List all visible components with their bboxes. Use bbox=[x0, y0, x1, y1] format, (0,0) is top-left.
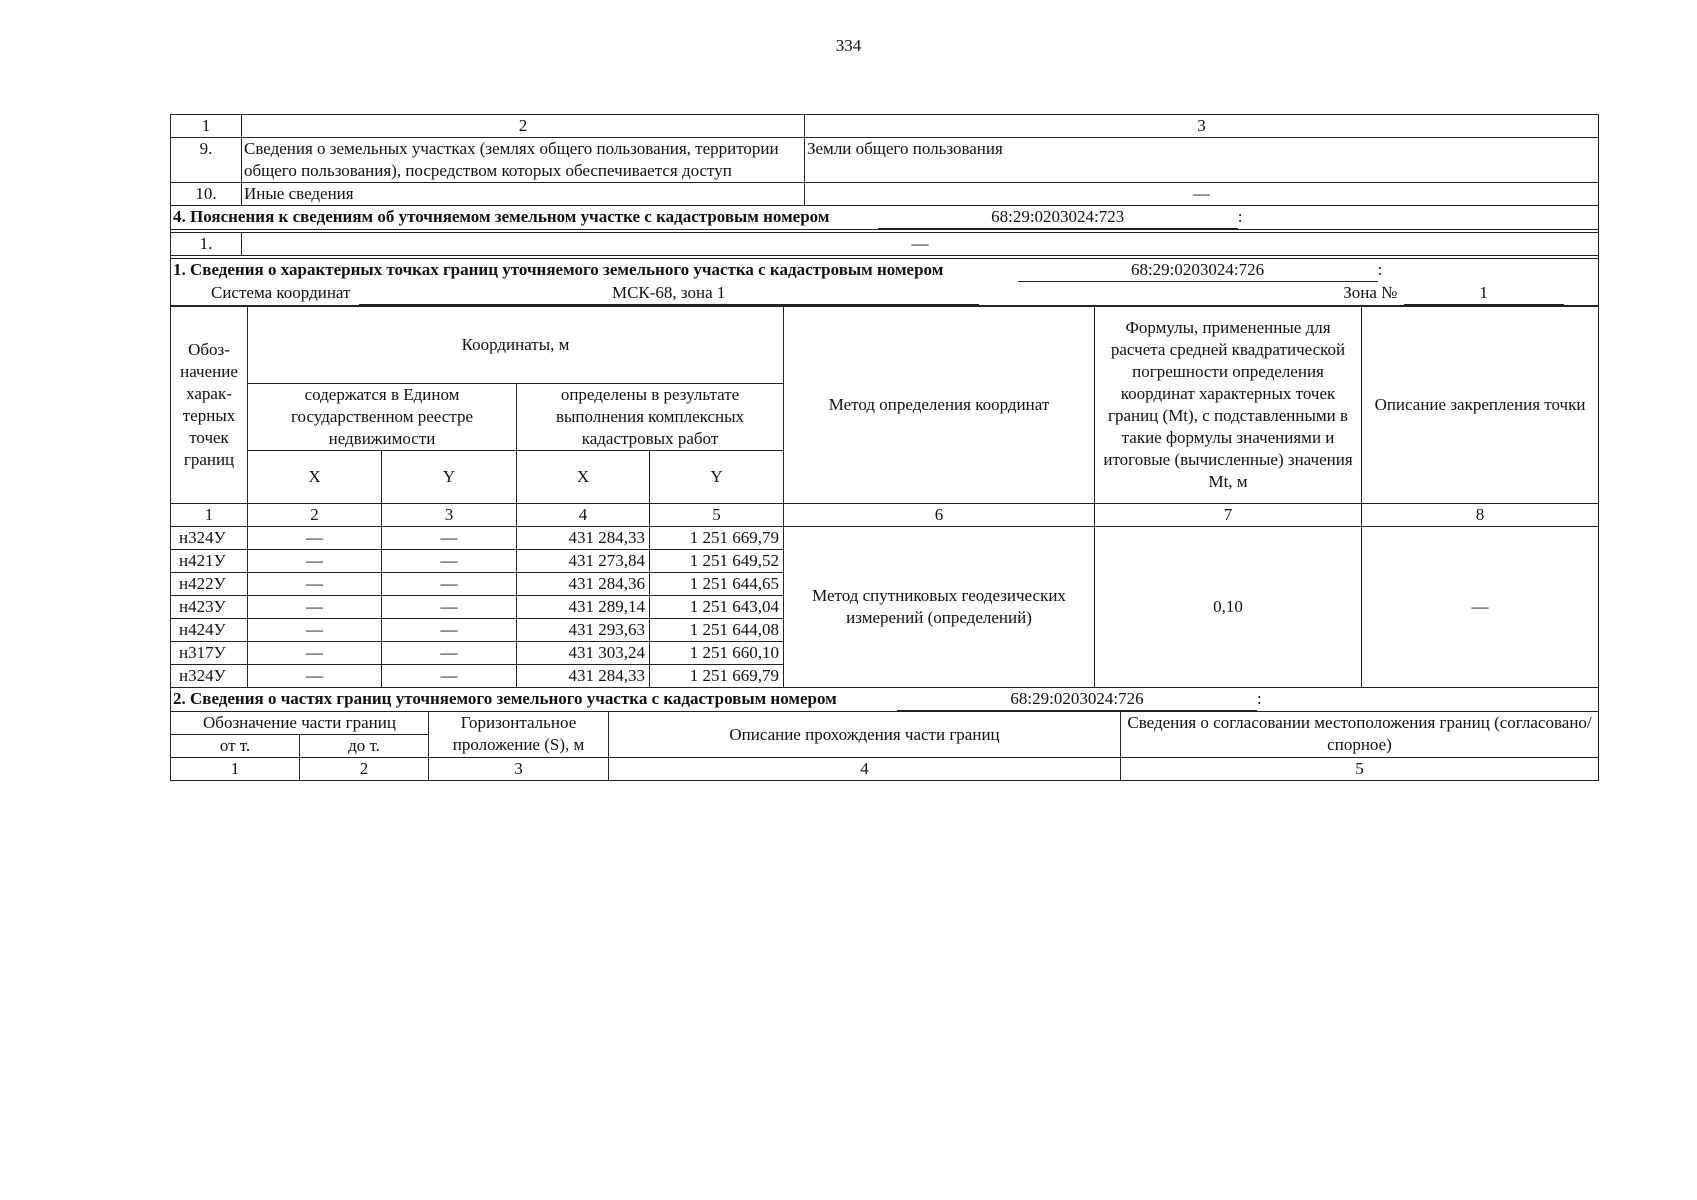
point-x-egrn: — bbox=[248, 596, 382, 619]
point-row bbox=[171, 527, 1599, 550]
points-table bbox=[170, 306, 1599, 688]
fixing-header: Описание закрепления точки bbox=[1362, 307, 1599, 504]
coordinates-header: Координаты, м bbox=[248, 307, 784, 384]
point-y: 1 251 669,79 bbox=[650, 527, 784, 550]
egrn-header: содержатся в Едином государственном реестре недвижимости bbox=[248, 384, 517, 451]
points-section-title: 1. Сведения о характерных точках границ уточняемого земельного участка с кадастровым номером bbox=[173, 260, 944, 279]
row-num-9: 9. bbox=[171, 138, 242, 183]
section3-table bbox=[170, 114, 1599, 306]
horizontal-header: Горизонтальное проложение (S), м bbox=[429, 712, 609, 758]
points-col-num-5: 5 bbox=[650, 504, 784, 527]
point-y: 1 251 644,08 bbox=[650, 619, 784, 642]
point-y: 1 251 649,52 bbox=[650, 550, 784, 573]
page-number: 334 bbox=[835, 36, 862, 55]
point-y-egrn: — bbox=[382, 573, 517, 596]
x-egrn-header: X bbox=[248, 451, 382, 504]
coord-system-label: Система координат bbox=[211, 283, 351, 302]
point-designation: н422У bbox=[171, 573, 248, 596]
point-designation: н324У bbox=[171, 665, 248, 688]
y-complex-header: Y bbox=[650, 451, 784, 504]
point-x: 431 284,33 bbox=[517, 527, 650, 550]
col-num-3: 3 bbox=[805, 115, 1599, 138]
method-header: Метод определения координат bbox=[784, 307, 1095, 504]
access-land-value: Земли общего пользования bbox=[805, 138, 1599, 183]
point-designation: н423У bbox=[171, 596, 248, 619]
parts-section-title: 2. Сведения о частях границ уточняемого земельного участка с кадастровым номером bbox=[173, 689, 837, 708]
point-y-egrn: — bbox=[382, 596, 517, 619]
points-col-num-7: 7 bbox=[1095, 504, 1362, 527]
formulas-header: Формулы, примененные для расчета средней квадратической погрешности определения координат характерных точек границ (Mt), с подставленными в такие формулы значениями и итоговые (вычисленные) значения Mt, м bbox=[1095, 307, 1362, 504]
points-col-num-3: 3 bbox=[382, 504, 517, 527]
point-x-egrn: — bbox=[248, 665, 382, 688]
designation-header: Обоз-начение харак-терных точек границ bbox=[171, 307, 248, 504]
point-y: 1 251 669,79 bbox=[650, 665, 784, 688]
parts-col-num-4: 4 bbox=[609, 758, 1121, 781]
section4-colon: : bbox=[1237, 207, 1243, 226]
point-y-egrn: — bbox=[382, 665, 517, 688]
mt-value: 0,10 bbox=[1095, 527, 1362, 688]
point-y-egrn: — bbox=[382, 642, 517, 665]
x-complex-header: X bbox=[517, 451, 650, 504]
point-y: 1 251 660,10 bbox=[650, 642, 784, 665]
point-x: 431 289,14 bbox=[517, 596, 650, 619]
point-y-egrn: — bbox=[382, 619, 517, 642]
row-num-10: 10. bbox=[171, 183, 242, 206]
col-num-2: 2 bbox=[242, 115, 805, 138]
method-value: Метод спутниковых геодезических измерений (определений) bbox=[784, 527, 1095, 688]
document-sheet bbox=[170, 114, 1599, 781]
point-y-egrn: — bbox=[382, 550, 517, 573]
y-egrn-header: Y bbox=[382, 451, 517, 504]
point-designation: н424У bbox=[171, 619, 248, 642]
section4-title: 4. Пояснения к сведениям об уточняемом земельном участке с кадастровым номером bbox=[173, 207, 830, 226]
points-col-num-4: 4 bbox=[517, 504, 650, 527]
access-land-label: Сведения о земельных участках (землях общего пользования, территории общего пользования), посредством которых обеспечивается доступ bbox=[242, 138, 805, 183]
point-x-egrn: — bbox=[248, 619, 382, 642]
from-point-header: от т. bbox=[171, 735, 300, 758]
points-section-cadastral: 68:29:0203024:726 bbox=[1018, 259, 1378, 282]
section4-row-value: — bbox=[242, 233, 1599, 256]
parts-section-colon: : bbox=[1257, 689, 1262, 708]
point-x-egrn: — bbox=[248, 573, 382, 596]
other-info-label: Иные сведения bbox=[242, 183, 805, 206]
complex-header: определены в результате выполнения комплексных кадастровых работ bbox=[517, 384, 784, 451]
points-col-num-8: 8 bbox=[1362, 504, 1599, 527]
parts-table bbox=[170, 688, 1599, 781]
zone-value: 1 bbox=[1404, 282, 1564, 305]
point-y: 1 251 643,04 bbox=[650, 596, 784, 619]
points-col-num-1: 1 bbox=[171, 504, 248, 527]
point-x: 431 293,63 bbox=[517, 619, 650, 642]
points-col-num-6: 6 bbox=[784, 504, 1095, 527]
parts-section-cadastral: 68:29:0203024:726 bbox=[897, 688, 1257, 711]
parts-col-num-3: 3 bbox=[429, 758, 609, 781]
coord-system-value: МСК-68, зона 1 bbox=[359, 282, 979, 305]
point-x-egrn: — bbox=[248, 642, 382, 665]
point-y-egrn: — bbox=[382, 527, 517, 550]
parts-col-num-1: 1 bbox=[171, 758, 300, 781]
point-x-egrn: — bbox=[248, 550, 382, 573]
fixing-value: — bbox=[1362, 527, 1599, 688]
point-x: 431 303,24 bbox=[517, 642, 650, 665]
to-point-header: до т. bbox=[300, 735, 429, 758]
other-info-value: — bbox=[805, 183, 1599, 206]
points-section-colon: : bbox=[1377, 260, 1383, 279]
parts-col-num-2: 2 bbox=[300, 758, 429, 781]
section4-cadastral: 68:29:0203024:723 bbox=[878, 206, 1238, 229]
point-x: 431 284,36 bbox=[517, 573, 650, 596]
point-designation: н421У bbox=[171, 550, 248, 573]
point-x-egrn: — bbox=[248, 527, 382, 550]
section4-row-num: 1. bbox=[171, 233, 242, 256]
part-designation-header: Обозначение части границ bbox=[171, 712, 429, 735]
points-col-num-2: 2 bbox=[248, 504, 382, 527]
point-designation: н324У bbox=[171, 527, 248, 550]
point-x: 431 284,33 bbox=[517, 665, 650, 688]
agreement-header: Сведения о согласовании местоположения границ (согласовано/спорное) bbox=[1121, 712, 1599, 758]
zone-label: Зона № bbox=[1343, 283, 1398, 302]
point-x: 431 273,84 bbox=[517, 550, 650, 573]
col-num-1: 1 bbox=[171, 115, 242, 138]
parts-col-num-5: 5 bbox=[1121, 758, 1599, 781]
description-header: Описание прохождения части границ bbox=[609, 712, 1121, 758]
point-y: 1 251 644,65 bbox=[650, 573, 784, 596]
point-designation: н317У bbox=[171, 642, 248, 665]
